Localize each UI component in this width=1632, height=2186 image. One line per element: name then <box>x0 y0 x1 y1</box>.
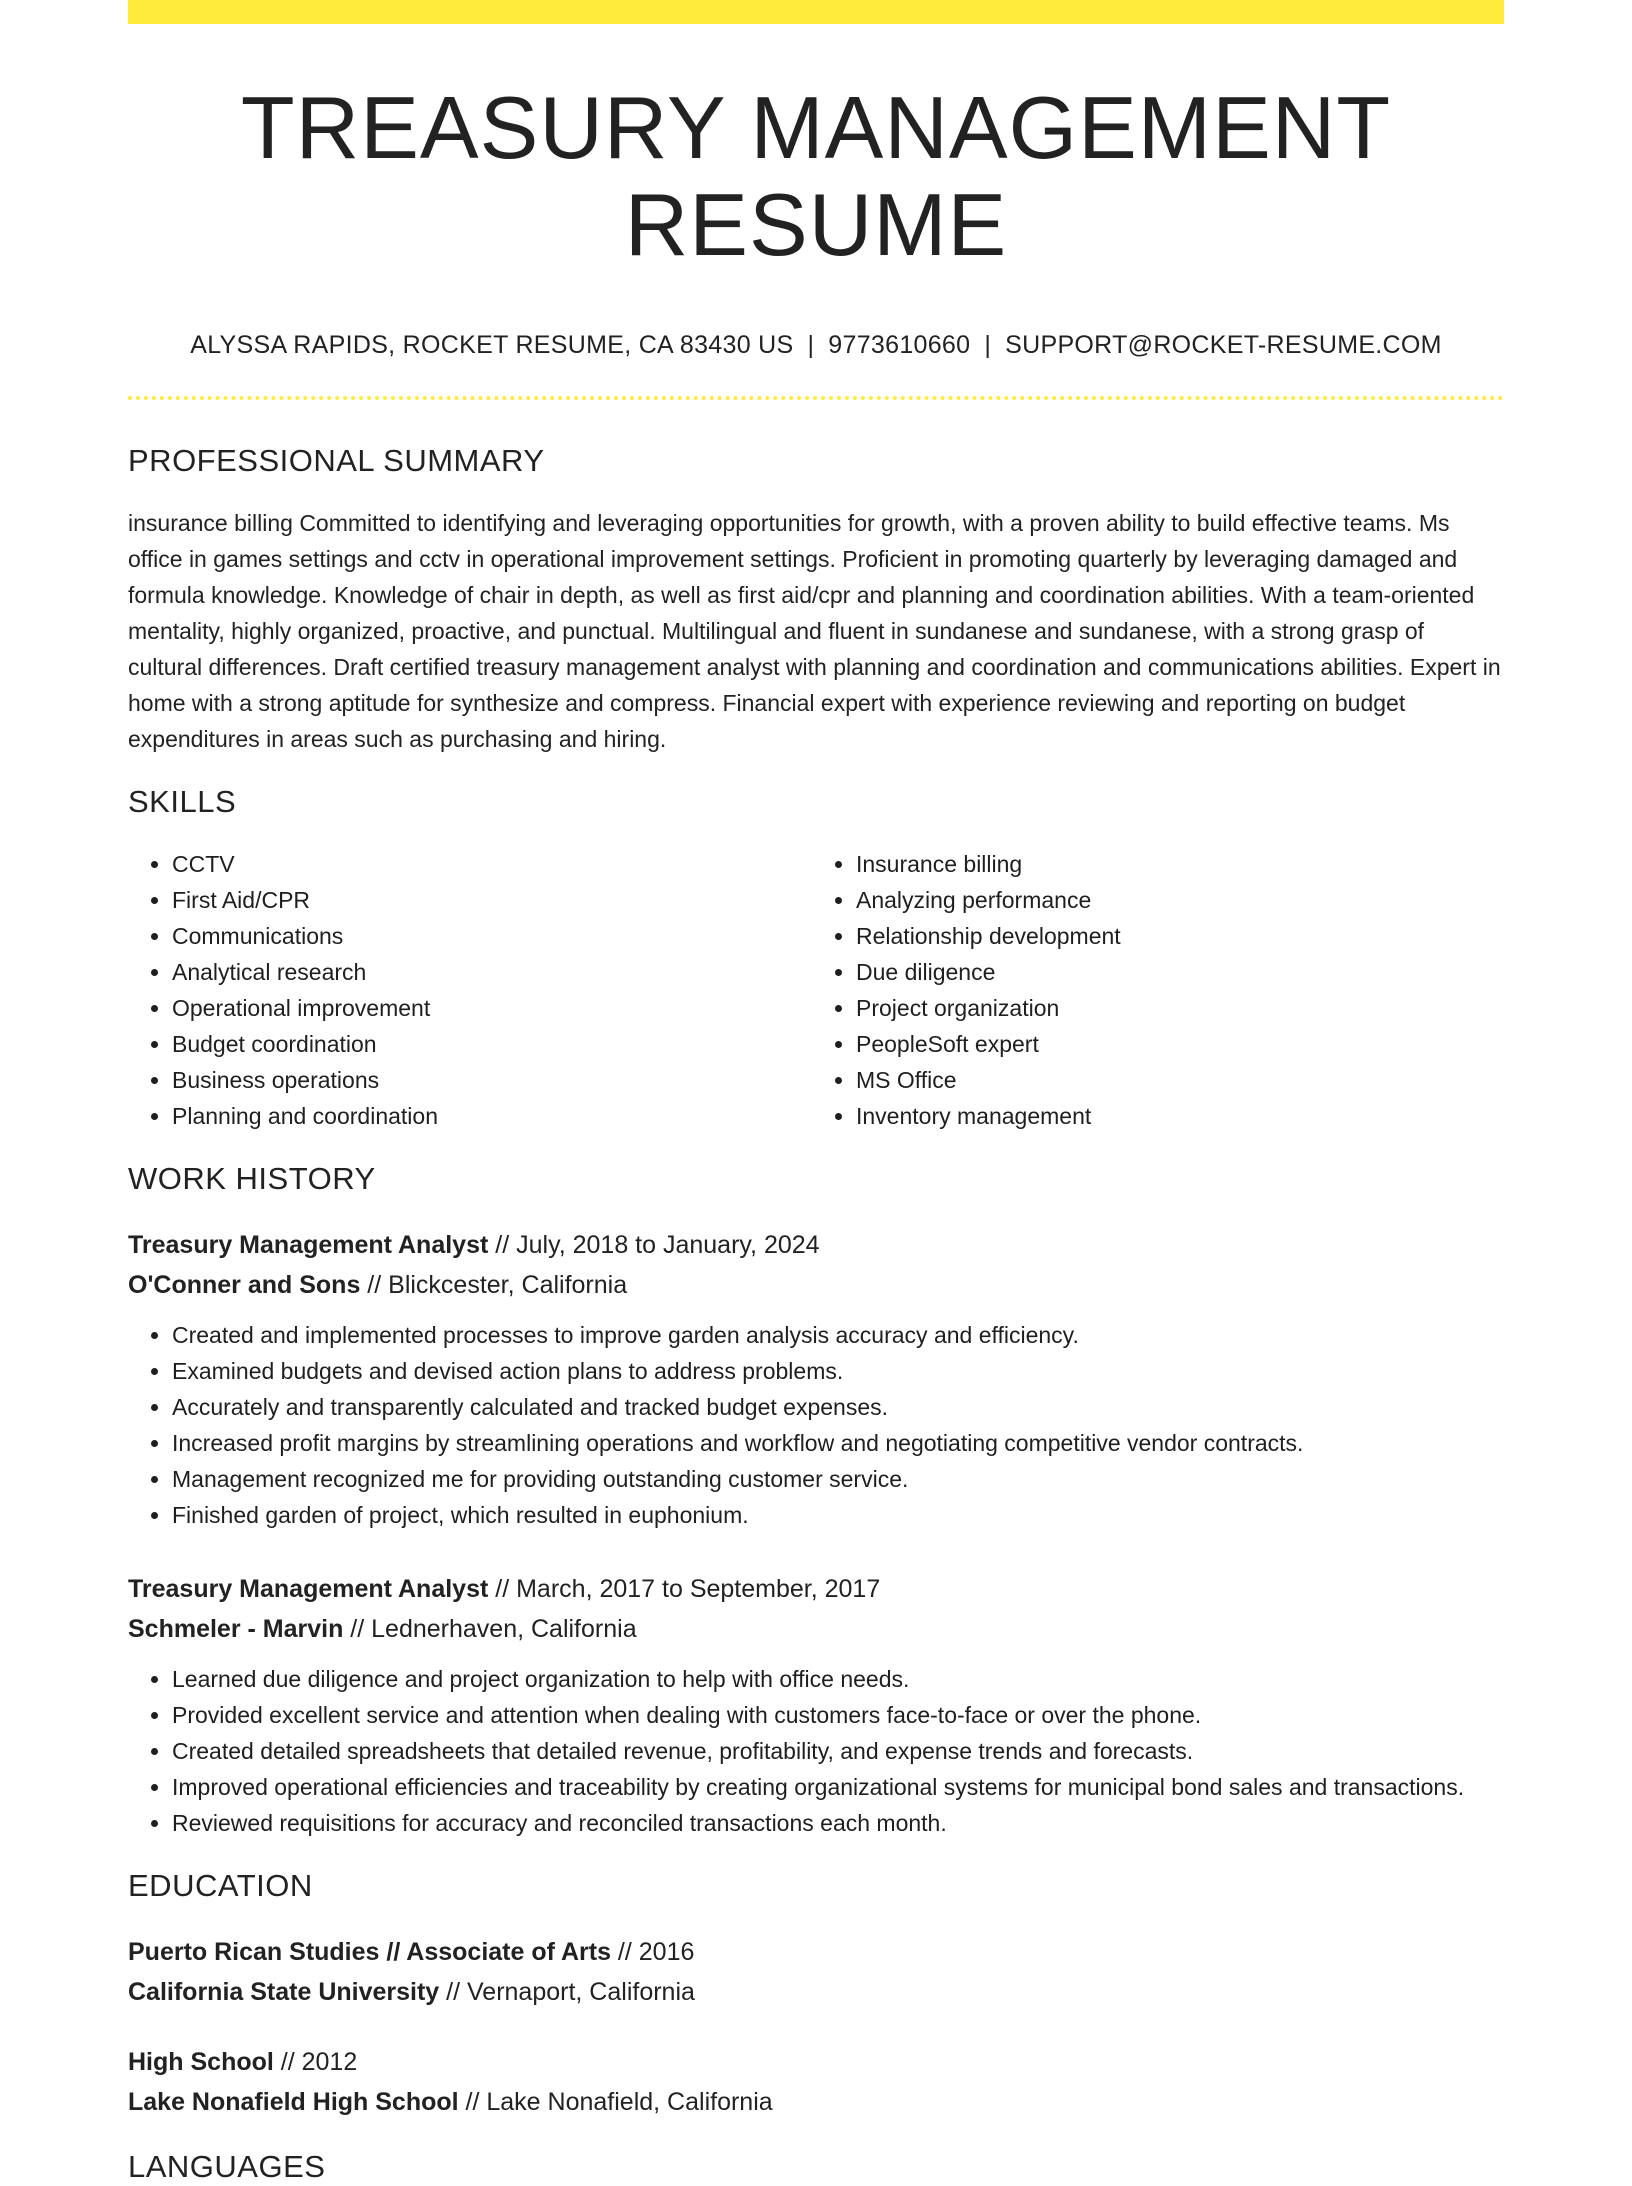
list-item: • Operational improvement <box>172 990 806 1026</box>
list-item: • Created detailed spreadsheets that detailed revenue, profitability, and expense trends and forecasts. <box>172 1733 1504 1769</box>
education-degree: High School <box>128 2048 274 2077</box>
job-title: Treasury Management Analyst <box>128 1231 489 1260</box>
work-history-heading: WORK HISTORY <box>128 1160 376 1196</box>
list-item: • Project organization <box>856 990 1490 1026</box>
list-item: • Budget coordination <box>172 1026 806 1062</box>
list-item: • First Aid/CPR <box>172 882 806 918</box>
job-title-line <box>128 1569 1504 1609</box>
list-item: • PeopleSoft expert <box>856 1026 1490 1062</box>
education-school-line <box>128 2082 1504 2122</box>
education-entry <box>128 2042 1504 2122</box>
contact-line <box>128 330 1504 360</box>
list-item: • Communications <box>172 918 806 954</box>
job-company-line <box>128 1265 1504 1305</box>
contact-phone: 9773610660 <box>828 330 971 359</box>
job-title: Treasury Management Analyst <box>128 1575 489 1604</box>
education-degree-line <box>128 1932 1504 1972</box>
list-item: • Relationship development <box>856 918 1490 954</box>
list-item: • Analyzing performance <box>856 882 1490 918</box>
job-company: Schmeler - Marvin <box>128 1615 344 1644</box>
job-company-line <box>128 1609 1504 1649</box>
list-item: • Examined budgets and devised action plans to address problems. <box>172 1353 1504 1389</box>
list-item: • Reviewed requisitions for accuracy and reconciled transactions each month. <box>172 1805 1504 1841</box>
list-item: • Finished garden of project, which resulted in euphonium. <box>172 1497 1504 1533</box>
skills-heading: SKILLS <box>128 783 237 819</box>
job-title-line <box>128 1225 1504 1265</box>
education-location: // Lake Nonafield, California <box>458 2088 773 2117</box>
list-item: • Provided excellent service and attention when dealing with customers face-to-face or over the phone. <box>172 1697 1504 1733</box>
list-item: • Analytical research <box>172 954 806 990</box>
skills-list <box>128 846 1504 1134</box>
education-entry <box>128 1932 1504 2012</box>
education-year: // 2012 <box>273 2048 358 2077</box>
job-dates: // March, 2017 to September, 2017 <box>488 1575 881 1604</box>
list-item: • MS Office <box>856 1062 1490 1098</box>
education-degree-line <box>128 2042 1504 2082</box>
list-item: • Due diligence <box>856 954 1490 990</box>
education-school-line <box>128 1972 1504 2012</box>
list-item: • Insurance billing <box>856 846 1490 882</box>
job-bullets <box>128 1317 1504 1533</box>
skills-column-left <box>128 846 806 1134</box>
list-item: • Created and implemented processes to improve garden analysis accuracy and efficiency. <box>172 1317 1504 1353</box>
job-entry <box>128 1225 1504 1533</box>
list-item: • Improved operational efficiencies and traceability by creating organizational systems for municipal bond sales and transactions. <box>172 1769 1504 1805</box>
education-location: // Vernaport, California <box>439 1978 695 2007</box>
list-item: • Planning and coordination <box>172 1098 806 1134</box>
resume-page <box>128 0 1504 2186</box>
page-title: TREASURY MANAGEMENT RESUME <box>240 78 1392 274</box>
job-location: // Blickcester, California <box>360 1271 628 1300</box>
summary-text: insurance billing Committed to identifying and leveraging opportunities for growth, with a proven ability to build effective teams. Ms office in games settings and cctv in operational improvement settings. Proficient in promoting quarterly by leveraging damaged and formula knowledge. Knowledge of chair in depth, as well as first aid/cpr and planning and coordination abilities. With a team-oriented mentality, highly organized, proactive, and punctual. Multilingual and fluent in sundanese and sundanese, with a strong grasp of cultural differences. Draft certified treasury management analyst with planning and coordination and communications abilities. Expert in home with a strong aptitude for synthesize and compress. Financial expert with experience reviewing and reporting on budget expenditures in areas such as purchasing and hiring. <box>128 509 1501 752</box>
contact-separator: | <box>984 330 992 359</box>
list-item: • Business operations <box>172 1062 806 1098</box>
dotted-divider <box>128 396 1504 400</box>
list-item: • Increased profit margins by streamlining operations and workflow and negotiating competitive vendor contracts. <box>172 1425 1504 1461</box>
list-item: • Management recognized me for providing outstanding customer service. <box>172 1461 1504 1497</box>
summary-heading: PROFESSIONAL SUMMARY <box>128 442 545 478</box>
job-bullets <box>128 1661 1504 1841</box>
job-location: // Lednerhaven, California <box>343 1615 637 1644</box>
education-school: Lake Nonafield High School <box>128 2088 459 2117</box>
list-item: • Accurately and transparently calculated and tracked budget expenses. <box>172 1389 1504 1425</box>
skills-column-right <box>806 846 1490 1134</box>
contact-separator: | <box>807 330 815 359</box>
contact-address: ALYSSA RAPIDS, ROCKET RESUME, CA 83430 US <box>190 330 794 359</box>
languages-heading: LANGUAGES <box>128 2149 326 2185</box>
education-year: // 2016 <box>610 1938 695 1967</box>
education-degree: Puerto Rican Studies // Associate of Arts <box>128 1938 611 1967</box>
job-company: O'Conner and Sons <box>128 1271 361 1300</box>
education-school: California State University <box>128 1978 440 2007</box>
job-entry <box>128 1569 1504 1841</box>
list-item: • CCTV <box>172 846 806 882</box>
list-item: • Learned due diligence and project organization to help with office needs. <box>172 1661 1504 1697</box>
education-heading: EDUCATION <box>128 1868 313 1904</box>
list-item: • Inventory management <box>856 1098 1490 1134</box>
job-dates: // July, 2018 to January, 2024 <box>488 1231 820 1260</box>
accent-top-bar <box>128 0 1504 24</box>
contact-email: SUPPORT@ROCKET-RESUME.COM <box>1005 330 1442 359</box>
